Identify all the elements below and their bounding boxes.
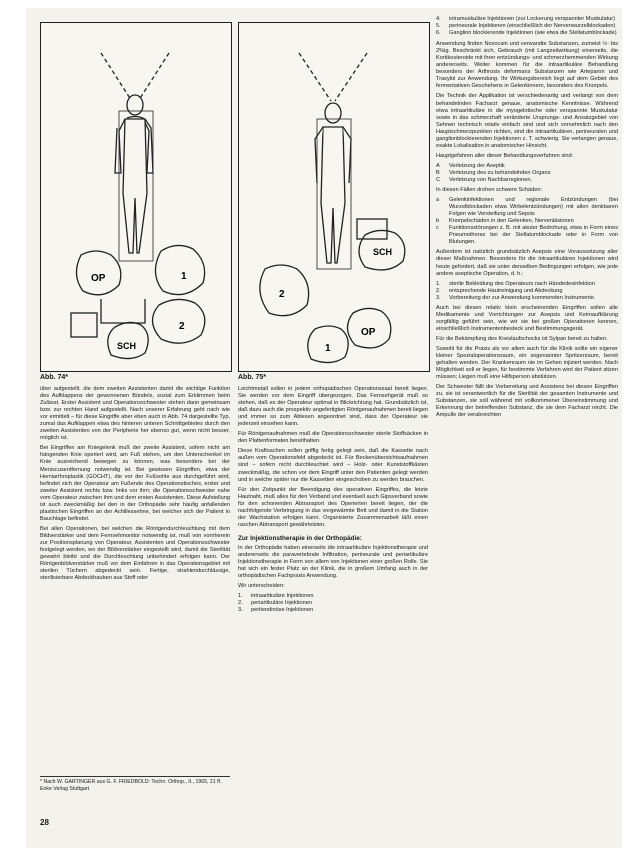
list-intro: Wir unterscheiden: (238, 583, 285, 590)
paragraph: Die Technik der Applikation ist verschiedenartig und verlangt von dem behandelnden Facharzt genaue, anatomische Kenntnisse. Während etwa intraartikuläre in die myogelotische oder verspannte Muskulatur sowie in das schmerzhaft veränderte Ursprungs- und Ansatzgebiet von Sehnen technisch relativ einfach sind und sich vornehmlich nach den Hauptschmerzpunkten richten, sind die intraartikulären, perineuralen und ganglionblockierenden Injektionen z. T. schwierig. Sie verlangen genaue, exakte Lokalisation in anatomischer Hinsicht. (436, 93, 618, 149)
paragraph: Auch bei diesen relativ klein erscheinenden Eingriffen sollen alle Medikamente und Vorrichtungen zur Asepsis und Keimaufklärung sorgfältig geführt sein, wie wir sie bei großen Operationen kennen, einschließlich Instrumentenbesteck und Bestimmungsgerät. (436, 304, 618, 332)
page-number: 28 (40, 818, 49, 827)
list-item: 4. intramuskuläre Injektionen (zur Lockerung verspannter Muskulatur) (436, 16, 616, 22)
label-two: 2 (279, 289, 285, 300)
side-table (71, 313, 97, 337)
list-item: C Verletzung von Nachbarregionen. (436, 176, 533, 183)
figure-75-drawing (239, 23, 429, 371)
list-item: 5. perineurale Injektionen (einschließlich der Nervenwurzelblockaden) (436, 23, 616, 30)
label-one: 1 (325, 343, 331, 354)
figure-74 (40, 22, 232, 372)
paragraph: Sowohl für die Praxis als vor allem auch für die Klinik sollte ein eigener kleiner Spezialoperationsraum, ein sogenannter Spritzenraum, bereit gehalten werden. Der Krankenraum nie im Gehen injiziert werden. Nach Möglichkeit soll er liegen, für bestimmte Verfahren wird der Patient sitzen müssen; Liegen muß eine Hilfsperson abstützen. (436, 345, 618, 381)
list-item: 3. Vorbereitung der zur Anwendung kommenden Instrumente. (436, 294, 596, 301)
paragraph: Für die Bekämpfung des Kreislaufschocks ist Sylpan bereit zu halten. (436, 335, 608, 342)
figure-75 (238, 22, 430, 372)
paragraph: Für Röntgenaufnahmen muß die Operationsschwester sterile Stoffsäcken in den Plattenformaten bereithalten. (238, 431, 428, 445)
paragraph: Leichtmetall sollen in jedem orthopädischen Operationssaal bereit liegen. Sie werden vor dem Eingriff übergezogen. Das Fernsehgerät muß so stehen, daß es der Operateur optimal in Blickrichtung hat. Grundsätzlich ist, daß dazu auch die prospektiv angefertigten Röntgenaufnahmen bereit liegen und immer so zum Ablesen angeordnet sind, dass der Operateur sie jederzeit einsehen kann. (238, 386, 429, 428)
light-ray-left (299, 53, 331, 101)
paragraph: In der Orthopädie haben einerseits die intraartikuläre Injektionstherapie und andererseits die paravertebrale Infiltration, perineurale und periartikuläre Injektionstherapie in Form von allem von Injektionen einer großen Rolle. Sie hat sich ein fester Platz an der Klinik, die in großem Umfang auch in der orthopädischen Fachpraxis Anwendung. (238, 544, 428, 580)
column-2 (238, 386, 428, 614)
list-item: 6. Ganglion blockierende Injektionen (wie etwa die Stellatumblockade) (436, 30, 617, 37)
patient-figure (315, 103, 351, 263)
light-ray-left (101, 53, 133, 103)
paragraph: In diesen Fällen drohen schwere Schäden: (436, 187, 543, 194)
list-item: b Knorpelschäden in den Gelenken, Nervenläsionen (436, 218, 574, 225)
person-one (155, 245, 204, 294)
paragraph: Bei Eingriffen am Kniegelenk muß der zweite Assistent, sofern nicht am hängenden Knie operiert wird, am Fuß stehen, um den Unterschenkel im Knie ausreichend bewegen zu können, was besonders bei der Meniscusentfernung notwendig ist. Bei gewissen Eingriffen, etwa der Hemiarthroplastik (GOCHT), die vor der Fußsohle aus durchgeführt wird, befindet sich der Operateur am Fußende des Operationstisches, erster und zweiter Assistent rechts bzw. links vor ihm; die Operationsschwester nahe vom Operateur zwischen ihm und dem ersten Assistenten. Diese Aufstellung ist auch zweckmäßig bei den in der Orthopädie sehr häufig anfallenden plastischen Eingriffen an der Achillessehne, bei welcher sich der Patient in Bauchlage befindet. (40, 445, 230, 522)
list-item: 1. intraartikuläre Injektionen (238, 593, 314, 600)
paragraph: Bei allen Operationen, bei welchen die Röntgendurchleuchtung mit dem Bildverstärker und dem Fernsehmonitor notwendig ist, muß von vornherein zur Positionsplanung von Operateur, Assistenten und Operationsschwester festgelegt werden, wo der Bildverstärker eingestellt wird, damit die Sterilität gewahrt bleibt und die Durchleuchtung unbehindert erfolgen kann. Der Röntgenbildverstärker muß vor dem Einfahren in das Operationsgebiet mit sterilen Tüchern abgedeckt sein. Fertige, strahlendurchlässige, sterilisierbare Abdeckhauben aus Stoff oder (40, 525, 230, 582)
label-sch: SCH (373, 247, 393, 257)
label-op: OP (361, 327, 376, 338)
paragraph: Außerdem ist natürlich grundsätzlich Asepsis eine Voraussetzung aller dieser Maßnahmen. Besonders für die intraartikulären Injektionen wird heute gefordert, daß sie unter denselben Bedingungen erfolgen, wie jede andere aseptische Operation, d. h.: (436, 249, 618, 277)
label-two: 2 (179, 321, 185, 332)
light-ray-right (137, 53, 169, 103)
label-op: OP (91, 273, 106, 284)
column-3 (436, 16, 618, 422)
list-item: 1. sterile Bekleidung des Operateurs nach Händedesinfektion (436, 280, 595, 287)
list-item: c Funktionsstörungen z. B. mit akuter Bedrohung, etwa in Form eines Pneumothorax bei der Stellatumblockade oder in Form von Blutungen. (436, 225, 618, 246)
paragraph: Für den Zeitpunkt der Beendigung des operativen Eingriffes, die letzte Hautnaht, muß alles für den Verband und eventuell auch Gipsverband sowie für den schonenden Abtransport des Operierten bereit liegen, der die nachfolgende Verbringung in das vorgewärmte Bett und damit in die Station der Wachstation erfolgen kann. Organisierte Zusammenarbeit läßt einen raschen Abtransport gewährleisten. (238, 486, 428, 528)
section-heading: Zur Injektionstherapie in der Orthopädie: (238, 534, 362, 542)
list-item: a Gelenkinfektionen und regionale Entzündungen (bei Wurzelblockaden etwa Wirbelentzündungen) mit allen denkbaren Folgen wie Versteifung und Sepsis (436, 197, 618, 218)
list-item: A Verletzung der Aseptik (436, 162, 505, 169)
paragraph: über aufgestellt. die dem zweiten Assistenten damit die wichtige Funktion des Aufklappens der gewonnenen Bündels, sozial zum Erklimmen beim Zulässt. Erster Assistent und Operationsschwester stehen dann gemeinsam bzw. zur rechten Hand aufgestellt. Nach unserer Erfahrung geht nach wie vor ermittelt – für diese Eingriffe aber eben auch in Abb. 74 dargestellte Typ, zumal das Aufklappen etwa des hinteren unteren Schnittgebietes durch den zweiten Assistenten von der Peripherie her ebenso gut, wenn nicht besser, möglich ist. (40, 386, 230, 442)
list-item: 2. entsprechende Hautreinigung und Abdeckung (436, 287, 563, 294)
light-ray-right (335, 53, 367, 101)
label-sch: SCH (117, 341, 137, 351)
paragraph: Hauptgefahren aller dieser Behandlungsverfahren sind: (436, 152, 574, 159)
footnote: * Nach W. GARTINGER aus G. F. FRIEDBOLD: Techn. Orthop., II., 1965, 21 ff. Enke Verlag Stuttgart (40, 776, 230, 792)
list-item: 2. periartikuläre Injektionen (238, 600, 312, 607)
patient-figure (115, 95, 153, 253)
figure-74-caption: Abb. 74* (40, 374, 69, 381)
paragraph: Diese Kraftsachen sollen griffig fertig gelegt sein, daß die Kassette nach außen vom Operationsfeld abgedeckt ist. Für Beckenübersichtsaufnahmen sind – sofern nicht durchleuchtet wird – Holz- oder Kunststoffkästen zweckmäßig, die schon vor dem Eingriff unter den Patienten gelegt werden und in welche später nur die Kassetten eingeschoben zu werden brauchen. (238, 448, 428, 483)
list-item: 3. peritendinöse Injektionen (238, 607, 314, 614)
figure-75-caption: Abb. 75* (238, 374, 267, 381)
label-one: 1 (181, 271, 187, 282)
list-item: B Verletzung des zu behandelnden Organs (436, 169, 551, 176)
document-page (26, 8, 622, 848)
instrument-table (101, 299, 145, 323)
paragraph: Anwendung finden Novocain und verwandte Substanzen, zumeist ½- bis 2%ig. Beschränkt sich, Gebrauch (mit Langzeitwirkung) einerseits, die Kortikosteroide mit ihrer entzündungs- und schmerzhemmenden Wirkung andererseits. Weiter kommen für die intraartikuläre Behandlung besonders der Arthrosis deformans Substanzen wie Arteparon und Trasylol zur Anwendung. Ihr Wirkungsbereich liegt auf dem Gebiet des fermentativen Geschehens in Gelenkinnern, besonders des Knorpels. (436, 41, 618, 90)
paragraph: Der Schwester fällt die Vorbereitung und Assistenz bei diesen Eingriffen zu, sie ist verantwortlich für die Sterilität der gesamten Instrumente und Substanzen, sie soll während mit vollkommener Übereinstimmung und Erkennung der betreffenden Substanz, die sie dem Facharzt reicht. Die Ampulle der verabreichten (436, 384, 618, 419)
column-1 (40, 386, 230, 585)
figure-74-drawing (41, 23, 231, 371)
